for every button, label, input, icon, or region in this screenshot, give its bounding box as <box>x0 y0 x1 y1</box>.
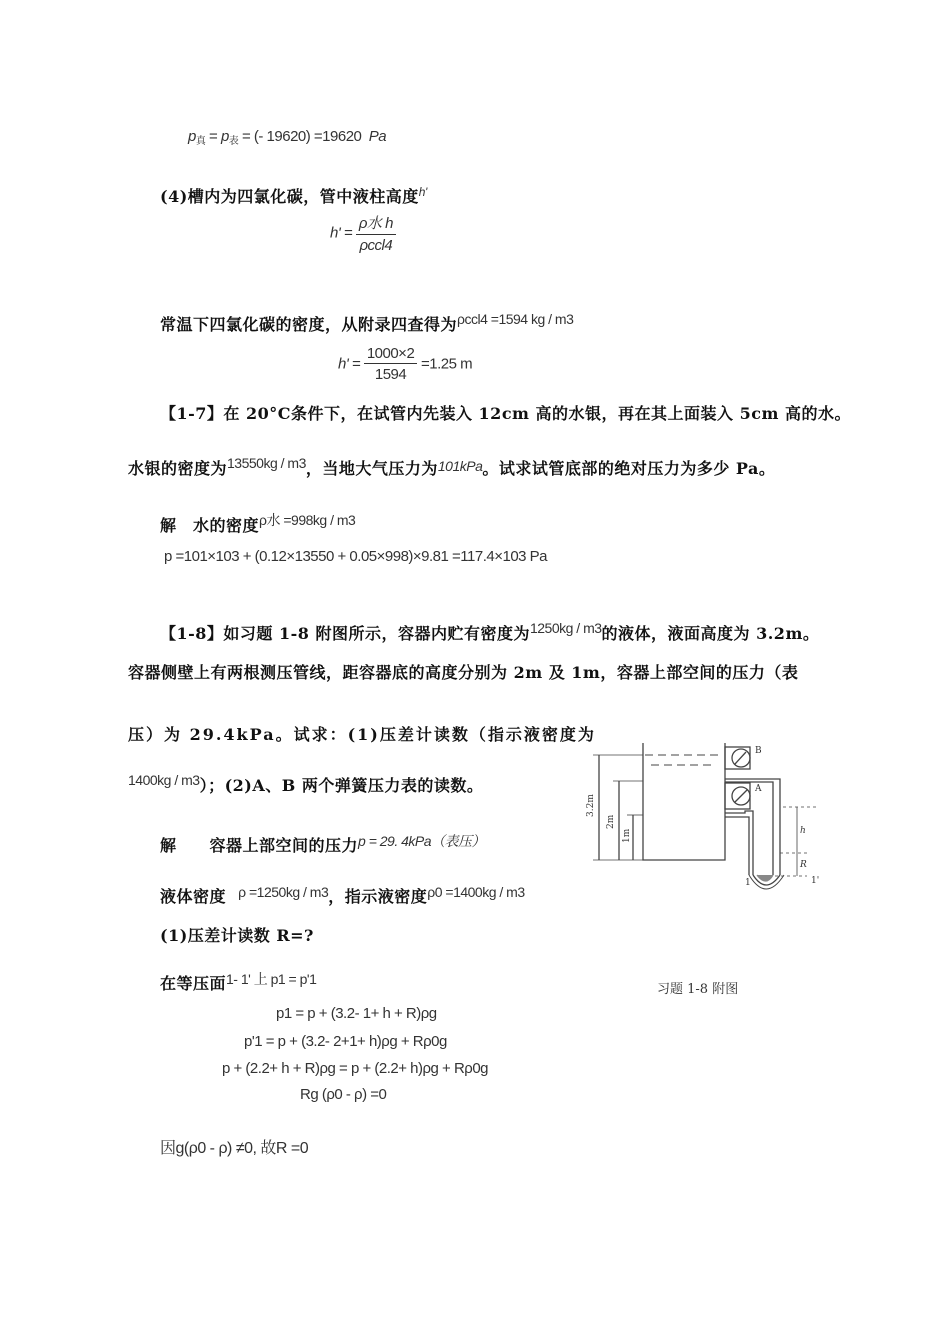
eq-vacuum-pressure: $p_真 = p_表$ = (- 19620) =19620 Pa <box>188 128 387 147</box>
label-a: A <box>755 784 762 794</box>
dim-1m: 1m <box>622 828 632 843</box>
step4-text: (4)槽内为四氯化碳，管中液柱高度$^{h'}$ <box>160 185 427 206</box>
figure-caption: 习题 1-8 附图 <box>657 982 739 997</box>
label-1: 1 <box>745 878 751 888</box>
isobar-line: 在等压面1- 1' 上 p1 = p'1 <box>160 971 317 993</box>
solution-1-8-densities: 液体密度 ρ =1250kg / m3，指示液密度ρ0 =1400kg / m3 <box>160 884 525 906</box>
eq-h-prime-formula: h' = $\frac{\text{ρ水 h}}{\text{ρccl4}}$ <box>330 212 396 254</box>
dim-2m: 2m <box>606 814 616 829</box>
problem-1-7-line1: 【1-7】在 20°C条件下，在试管内先装入 12cm 高的水银，再在其上面装入 5cm 高的水。 <box>160 404 852 423</box>
problem-1-7-line2: 水银的密度为13550kg / m3，当地大气压力为101kPa。试求试管底部的绝对压力为多少 Pa。 <box>128 455 776 478</box>
eq-balance: p + (2.2+ h + R)ρg = p + (2.2+ h)ρg + Rρ0g <box>222 1060 489 1077</box>
problem-1-8-line2: 容器侧壁上有两根测压管线，距容器底的高度分别为 2m 及 1m，容器上部空间的压力（表 <box>128 663 799 682</box>
solution-1-7-label: 解 水的密度ρ水 =998kg / m3 <box>160 512 356 535</box>
label-1-prime: 1' <box>811 876 820 886</box>
eq-conclusion: 因g(ρ0 - ρ) ≠0, 故R =0 <box>160 1140 309 1157</box>
problem-1-8-line3: 压）为 29.4kPa。试求：(1)压差计读数（指示液密度为 <box>128 725 596 744</box>
eq-absolute-pressure: p =101×103 + (0.12×13550 + 0.05×998)×9.81 =117.4×103 Pa <box>164 548 548 565</box>
ccl4-density-text: 常温下四氯化碳的密度，从附录四查得为ρccl4 =1594 kg / m3 <box>160 311 574 334</box>
problem-1-8-line1: 【1-8】如习题 1-8 附图所示，容器内贮有密度为1250kg / m3的液体，液面高度为 3.2m。 <box>160 620 820 643</box>
solution-1-8-label: 解 容器上部空间的压力p = 29. 4kPa（表压） <box>160 833 486 855</box>
eq-p1-prime: p'1 = p + (3.2- 2+1+ h)ρg + Rρ0g <box>244 1033 447 1050</box>
dim-3-2m: 3.2m <box>586 794 596 817</box>
label-b: B <box>755 746 762 756</box>
eq-h-prime-calc: h' = $\frac{1000\times 2}{1594}$ =1.25 m <box>338 345 473 383</box>
tank-outline <box>643 743 725 860</box>
eq-simplified: Rg (ρ0 - ρ) =0 <box>300 1086 387 1103</box>
part1-heading: (1)压差计读数 R=? <box>160 926 314 945</box>
label-r: R <box>800 860 807 870</box>
figure-1-8-diagram <box>585 735 825 900</box>
eq-p1: p1 = p + (3.2- 1+ h + R)ρg <box>276 1005 437 1022</box>
problem-1-8-line4: 1400kg / m3）；(2)A、B 两个弹簧压力表的读数。 <box>128 772 484 795</box>
label-h: h <box>800 826 806 836</box>
gauge-a-box <box>725 783 750 809</box>
